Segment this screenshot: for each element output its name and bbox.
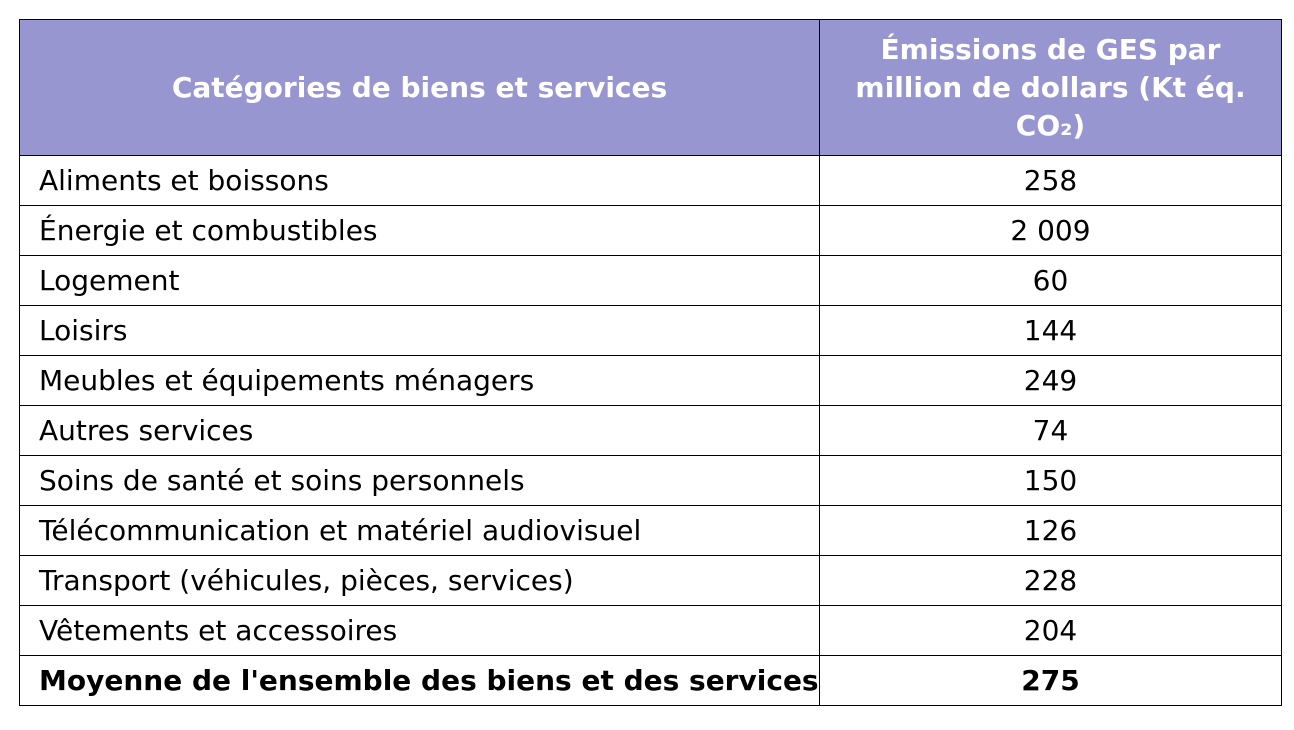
category-cell: Aliments et boissons — [20, 156, 820, 206]
table-row — [20, 206, 1282, 256]
table-row — [20, 506, 1282, 556]
category-cell: Loisirs — [20, 306, 820, 356]
header-row — [20, 20, 1282, 156]
category-cell: Logement — [20, 256, 820, 306]
category-cell: Autres services — [20, 406, 820, 456]
emissions-table — [19, 19, 1282, 706]
table-row — [20, 156, 1282, 206]
table-row — [20, 306, 1282, 356]
value-cell: 228 — [820, 556, 1282, 606]
value-cell: 74 — [820, 406, 1282, 456]
table-row — [20, 356, 1282, 406]
total-value-cell: 275 — [820, 656, 1282, 706]
value-cell: 249 — [820, 356, 1282, 406]
table-row — [20, 406, 1282, 456]
total-category-cell: Moyenne de l'ensemble des biens et des services — [20, 656, 820, 706]
value-cell: 2 009 — [820, 206, 1282, 256]
category-cell: Télécommunication et matériel audiovisuel — [20, 506, 820, 556]
table-row — [20, 606, 1282, 656]
value-cell: 126 — [820, 506, 1282, 556]
total-row — [20, 656, 1282, 706]
category-cell: Meubles et équipements ménagers — [20, 356, 820, 406]
table-row — [20, 256, 1282, 306]
category-cell: Vêtements et accessoires — [20, 606, 820, 656]
category-cell: Soins de santé et soins personnels — [20, 456, 820, 506]
value-cell: 60 — [820, 256, 1282, 306]
value-cell: 258 — [820, 156, 1282, 206]
table-row — [20, 556, 1282, 606]
category-cell: Énergie et combustibles — [20, 206, 820, 256]
value-cell: 204 — [820, 606, 1282, 656]
header-emissions: Émissions de GES par million de dollars (Kt éq. CO₂) — [820, 20, 1282, 156]
value-cell: 150 — [820, 456, 1282, 506]
category-cell: Transport (véhicules, pièces, services) — [20, 556, 820, 606]
header-category: Catégories de biens et services — [20, 20, 820, 156]
value-cell: 144 — [820, 306, 1282, 356]
table-row — [20, 456, 1282, 506]
